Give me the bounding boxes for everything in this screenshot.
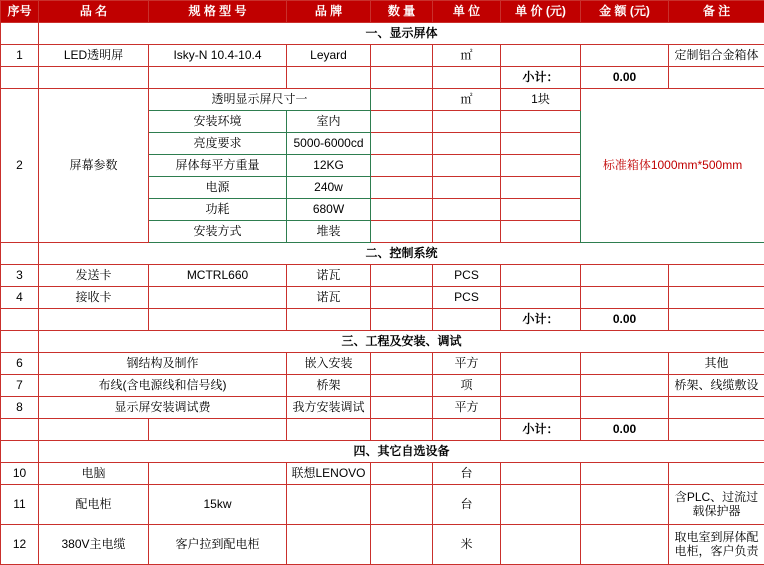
col-header-model: 规 格 型 号 [149,1,287,23]
col-header-amount: 金 额 (元) [581,1,669,23]
sub1-c6 [433,67,501,89]
sub3-c3 [149,419,287,441]
row6-price [501,353,581,375]
row1-model: Isky-N 10.4-10.4 [149,45,287,67]
param-qty-0 [371,111,433,133]
param-val-1: 5000-6000cd [287,133,371,155]
sub3-c1 [1,419,39,441]
sub3-amount: 0.00 [581,419,669,441]
row8-unit: 平方 [433,397,501,419]
row10-amount [581,463,669,485]
row8-qty [371,397,433,419]
sub1-remark [669,67,764,89]
row2-unit: ㎡ [433,89,501,111]
param-qty-3 [371,177,433,199]
row12-no: 12 [1,525,39,565]
row4-brand: 诺瓦 [287,287,371,309]
row4-model [149,287,287,309]
sub2-c2 [39,309,149,331]
param-price-4 [501,199,581,221]
table-row [1,353,764,375]
row7-remark: 桥架、线缆敷设 [669,375,764,397]
row11-brand [287,485,371,525]
row3-amount [581,265,669,287]
param-key-0: 安装环境 [149,111,287,133]
row6-remark: 其他 [669,353,764,375]
row10-remark [669,463,764,485]
row12-model: 客户拉到配电柜 [149,525,287,565]
row8-brand: 我方安装调试 [287,397,371,419]
sub3-remark [669,419,764,441]
param-val-5: 堆装 [287,221,371,243]
table-row [1,375,764,397]
sub2-label: 小计： [501,309,581,331]
param-qty-4 [371,199,433,221]
param-val-4: 680W [287,199,371,221]
param-row-title [1,89,764,111]
section-dash-2 [1,243,39,265]
row8-name: 显示屏安装调试费 [39,397,287,419]
row10-name: 电脑 [39,463,149,485]
sub2-remark [669,309,764,331]
row10-brand: 联想LENOVO [287,463,371,485]
param-price-2 [501,155,581,177]
row1-price [501,45,581,67]
row12-amount [581,525,669,565]
table-row [1,397,764,419]
row3-brand: 诺瓦 [287,265,371,287]
sub2-c5 [371,309,433,331]
section-row-optional [1,441,764,463]
param-price-1 [501,133,581,155]
row12-remark: 取电室到屏体配电柜，客户负责 [669,525,764,565]
table-row [1,463,764,485]
row12-name: 380V主电缆 [39,525,149,565]
table-row [1,525,764,565]
row4-amount [581,287,669,309]
row7-brand: 桥架 [287,375,371,397]
param-key-4: 功耗 [149,199,287,221]
row12-price [501,525,581,565]
col-header-brand: 品 牌 [287,1,371,23]
sub3-c6 [433,419,501,441]
param-unit-5 [433,221,501,243]
section-row-display-screen [1,23,764,45]
param-key-1: 亮度要求 [149,133,287,155]
row12-brand [287,525,371,565]
param-val-3: 240w [287,177,371,199]
row3-price [501,265,581,287]
row4-unit: PCS [433,287,501,309]
sub3-c2 [39,419,149,441]
row6-qty [371,353,433,375]
row4-qty [371,287,433,309]
row2-note: 标准箱体1000mm*500mm [581,89,764,243]
row7-unit: 项 [433,375,501,397]
row7-name: 布线(含电源线和信号线) [39,375,287,397]
col-header-name: 品 名 [39,1,149,23]
section-title-2: 二、控制系统 [39,243,764,265]
row2-name: 屏幕参数 [39,89,149,243]
col-header-price: 单 价 (元) [501,1,581,23]
param-qty-2 [371,155,433,177]
row1-amount [581,45,669,67]
row6-brand: 嵌入安装 [287,353,371,375]
row3-no: 3 [1,265,39,287]
row10-model [149,463,287,485]
row4-no: 4 [1,287,39,309]
row11-no: 11 [1,485,39,525]
sub3-c4 [287,419,371,441]
section-row-engineering [1,331,764,353]
section-dash-3 [1,331,39,353]
section-title-3: 三、工程及安装、调试 [39,331,764,353]
row1-unit: ㎡ [433,45,501,67]
param-qty-1 [371,133,433,155]
row8-no: 8 [1,397,39,419]
row12-unit: 米 [433,525,501,565]
sub1-c4 [287,67,371,89]
row6-unit: 平方 [433,353,501,375]
param-key-3: 电源 [149,177,287,199]
param-unit-1 [433,133,501,155]
param-price-5 [501,221,581,243]
row6-name: 钢结构及制作 [39,353,287,375]
col-header-remark: 备 注 [669,1,764,23]
param-unit-3 [433,177,501,199]
row8-amount [581,397,669,419]
param-price-0 [501,111,581,133]
section-dash-4 [1,441,39,463]
param-key-2: 屏体每平方重量 [149,155,287,177]
row12-qty [371,525,433,565]
row7-no: 7 [1,375,39,397]
row11-unit: 台 [433,485,501,525]
row7-price [501,375,581,397]
sub1-c1 [1,67,39,89]
row10-price [501,463,581,485]
section-row-control-system [1,243,764,265]
row8-remark [669,397,764,419]
row6-amount [581,353,669,375]
param-val-0: 室内 [287,111,371,133]
sub1-c3 [149,67,287,89]
row3-qty [371,265,433,287]
row1-no: 1 [1,45,39,67]
param-unit-4 [433,199,501,221]
row3-remark [669,265,764,287]
param-unit-0 [433,111,501,133]
table-header-row [1,1,764,23]
section-title-1: 一、显示屏体 [39,23,764,45]
row4-remark [669,287,764,309]
row4-price [501,287,581,309]
row1-name: LED透明屏 [39,45,149,67]
row11-qty [371,485,433,525]
section-dash-1 [1,23,39,45]
section-title-4: 四、其它自选设备 [39,441,764,463]
sub2-c6 [433,309,501,331]
row1-qty [371,45,433,67]
row6-no: 6 [1,353,39,375]
subtotal-row-3 [1,419,764,441]
sub1-c5 [371,67,433,89]
param-title: 透明显示屏尺寸一 [149,89,371,111]
row7-qty [371,375,433,397]
table-row [1,265,764,287]
row1-remark: 定制铝合金箱体 [669,45,764,67]
subtotal-row-1 [1,67,764,89]
sub2-amount: 0.00 [581,309,669,331]
row10-no: 10 [1,463,39,485]
row10-qty [371,463,433,485]
sub1-amount: 0.00 [581,67,669,89]
sub2-c4 [287,309,371,331]
row3-model: MCTRL660 [149,265,287,287]
row11-price [501,485,581,525]
param-val-2: 12KG [287,155,371,177]
row11-name: 配电柜 [39,485,149,525]
row1-brand: Leyard [287,45,371,67]
table-row [1,45,764,67]
col-header-qty: 数 量 [371,1,433,23]
row2-no: 2 [1,89,39,243]
row3-unit: PCS [433,265,501,287]
table-row [1,485,764,525]
param-price-3 [501,177,581,199]
param-unit-2 [433,155,501,177]
sub1-label: 小计： [501,67,581,89]
row11-remark: 含PLC、过流过载保护器 [669,485,764,525]
row8-price [501,397,581,419]
row11-amount [581,485,669,525]
subtotal-row-2 [1,309,764,331]
row2-price: 1块 [501,89,581,111]
col-header-unit: 单 位 [433,1,501,23]
sub2-c1 [1,309,39,331]
param-key-5: 安装方式 [149,221,287,243]
row3-name: 发送卡 [39,265,149,287]
sub3-label: 小计： [501,419,581,441]
row2-qty [371,89,433,111]
row7-amount [581,375,669,397]
param-qty-5 [371,221,433,243]
table-row [1,287,764,309]
sub1-c2 [39,67,149,89]
row4-name: 接收卡 [39,287,149,309]
row10-unit: 台 [433,463,501,485]
sub3-c5 [371,419,433,441]
col-header-no: 序号 [1,1,39,23]
sub2-c3 [149,309,287,331]
row11-model: 15kw [149,485,287,525]
